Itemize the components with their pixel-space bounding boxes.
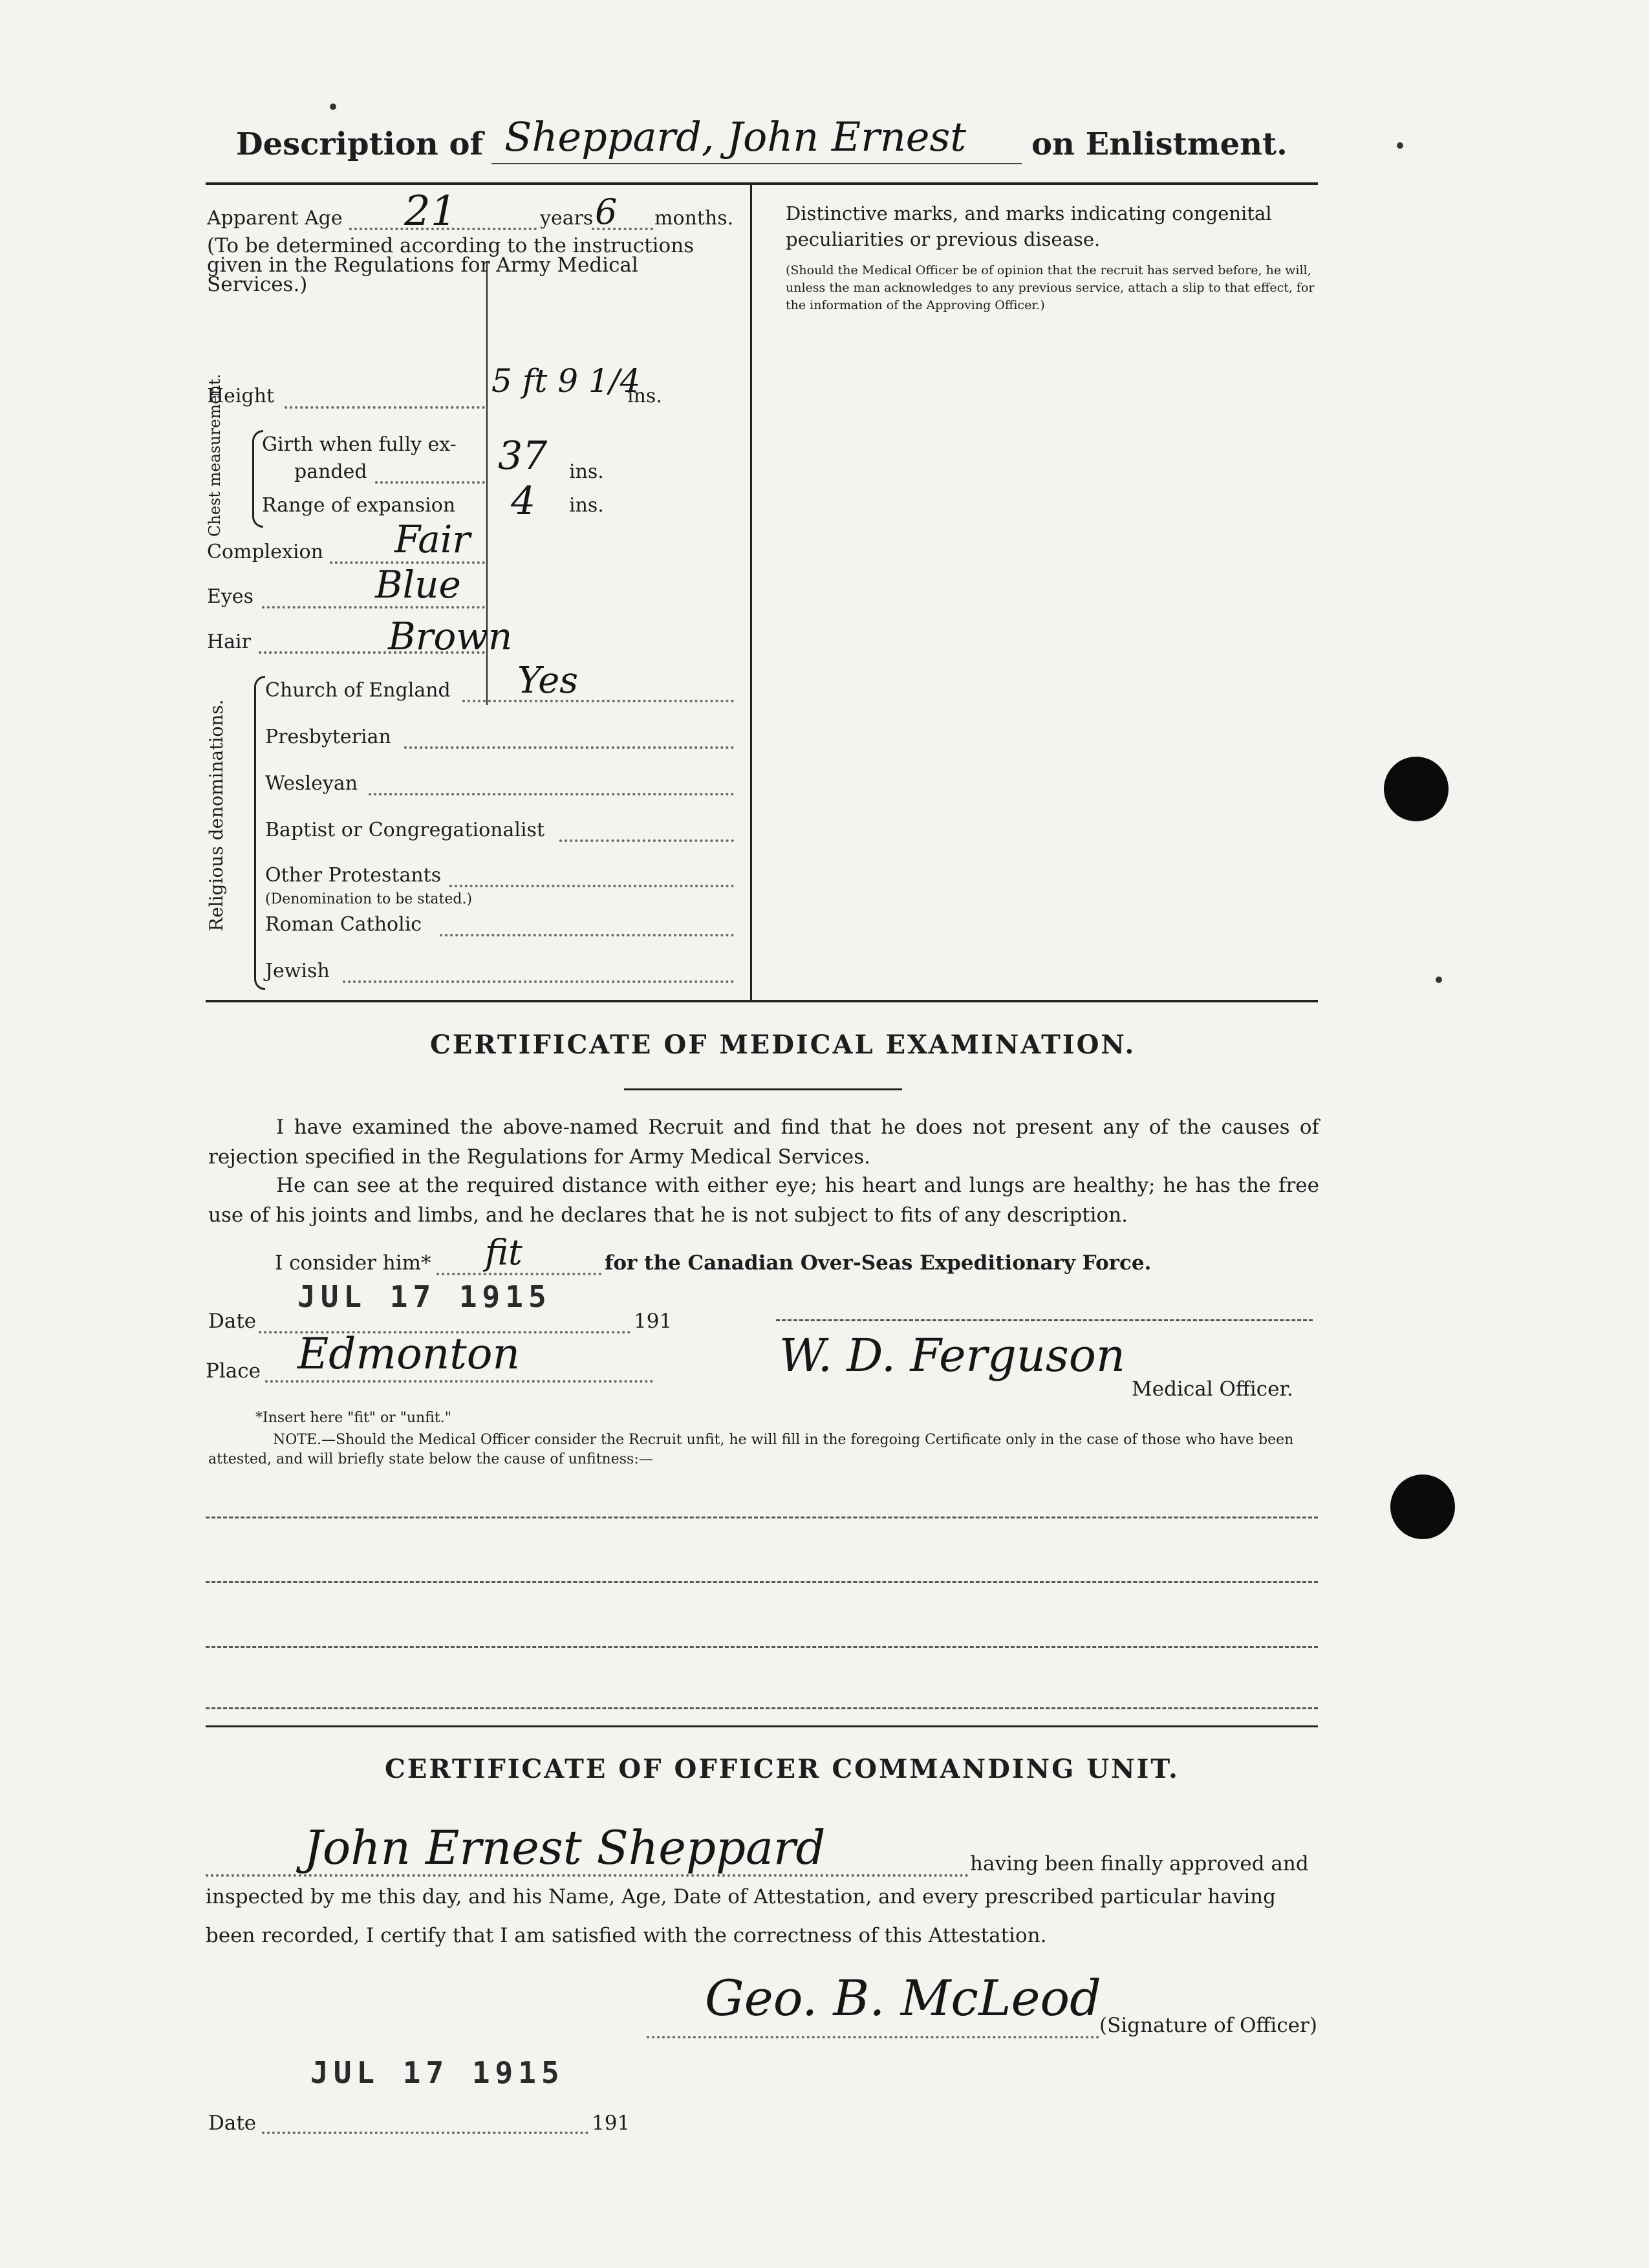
jewish-dots [343,980,734,983]
header-name-handwritten: Sheppard, John Ernest [504,113,967,160]
insert-note: *Insert here "fit" or "unfit." [255,1410,451,1426]
medical-signature: W. D. Ferguson [779,1329,1126,1382]
height-dots [285,406,485,409]
chest-girth-label-2: panded [294,460,367,483]
religion-brace [254,676,265,990]
religion-jewish: Jewish [265,960,330,982]
religion-group-label: Religious denominations. [206,699,227,931]
height-value: 5 ft 9 1/4 [491,362,641,400]
force-label: for the Canadian Over-Seas Expeditionary Force. [605,1251,1152,1275]
header-name-line [491,163,1022,164]
header-suffix: on Enlistment. [1031,126,1288,162]
commanding-signature-label: (Signature of Officer) [1099,2014,1317,2037]
consider-value: fit [485,1232,523,1273]
chest-group-label: Chest measurement. [206,373,224,537]
column-divider [750,184,752,1000]
medical-para1: I have examined the above-named Recruit and find that he does not present any of the causes of rejection specified in the Regulations for Army Medical Services. [208,1116,1319,1169]
religion-church-value: Yes [517,660,578,702]
commanding-signature: Geo. B. McLeod [705,1969,1101,2027]
eyes-value: Blue [375,563,461,607]
consider-label: I consider him* [275,1251,431,1275]
commanding-date-stamp: JUL 17 1915 [310,2055,565,2090]
medical-heading-underline [624,1088,902,1090]
religion-other-protestants: Other Protestants [265,864,442,887]
medical-signature-line [776,1319,1313,1321]
commanding-date-label: Date [208,2111,257,2135]
punch-hole-bottom [1390,1474,1455,1539]
chest-girth-value: 37 [498,433,548,479]
age-label: Apparent Age [207,207,343,230]
commanding-text-line3: been recorded, I certify that I am satisfied with the correctness of this Attestation. [206,1924,1047,1947]
medical-note: NOTE.—Should the Medical Officer consider the Recruit unfit, he will fill in the foregoing Certificate only in the case of those who have been attested, and will briefly state below the cause of unfitness:— [208,1432,1294,1467]
commanding-name-handwritten: John Ernest Sheppard [304,1820,826,1875]
punch-hole-top [1384,757,1449,821]
religion-baptist: Baptist or Congregationalist [265,819,544,841]
height-label: Height [207,385,275,407]
age-note: (To be determined according to the instructions given in the Regulations for Army Medical Services.) [207,234,695,296]
girth-dots [375,481,485,484]
commanding-name-dots [206,1874,969,1877]
commanding-heading: CERTIFICATE OF OFFICER COMMANDING UNIT. [385,1754,1180,1784]
eyes-label: Eyes [207,585,253,608]
church-dots [462,700,734,702]
other-dots [449,885,734,887]
header-prefix: Description of [236,126,484,162]
height-unit: ins. [627,385,662,407]
commanding-text-line1: having been finally approved and [970,1852,1309,1875]
hair-label: Hair [207,631,251,653]
chest-girth-unit: ins. [569,460,604,483]
age-years-value: 21 [404,188,457,235]
commanding-signature-dots [647,2036,1099,2038]
chest-range-label: Range of expansion [262,494,456,517]
scan-speck [330,103,336,110]
unfit-line-1 [206,1517,1318,1518]
age-years-label: years [540,207,594,230]
medical-date-label: Date [208,1310,257,1333]
medical-officer-label: Medical Officer. [1132,1377,1293,1401]
chest-range-value: 4 [511,479,536,524]
commanding-date-dots [262,2132,588,2134]
complexion-value: Fair [394,517,471,561]
unfit-line-4 [206,1707,1318,1709]
complexion-label: Complexion [207,541,323,563]
place-label: Place [206,1359,261,1383]
religion-other-note: (Denomination to be stated.) [265,891,473,907]
baptist-dots [559,839,734,842]
section-rule [206,1000,1318,1002]
age-months-label: months. [654,207,734,230]
medical-year-label: 191 [634,1310,673,1333]
chest-girth-label-1: Girth when fully ex- [262,433,457,456]
religion-wesleyan: Wesleyan [265,772,358,795]
age-months-value: 6 [595,191,618,232]
place-value: Edmonton [297,1329,521,1379]
marks-heading: Distinctive marks, and marks indicating congenital peculiarities or previous disease. [786,202,1272,250]
medical-para2: He can see at the required distance with either eye; his heart and lungs are healthy; he has the free use of his joints and limbs, and he declares that he is not subject to fits of any description. [208,1174,1319,1227]
hair-value: Brown [388,614,513,658]
place-dots [265,1380,653,1383]
medical-heading: CERTIFICATE OF MEDICAL EXAMINATION. [430,1030,1136,1060]
consider-dots [436,1273,601,1275]
religion-presbyterian: Presbyterian [265,726,391,748]
unfit-line-2 [206,1581,1318,1583]
scan-speck [1436,977,1442,983]
scan-speck [1397,142,1403,149]
marks-note: (Should the Medical Officer be of opinion that the recruit has served before, he will, unless the man acknowledges to any previous service, attach a slip to that effect, for the information of the Approving Officer.) [786,263,1315,312]
medical-date-stamp: JUL 17 1915 [297,1279,552,1314]
presbyterian-dots [404,746,734,749]
chest-range-unit: ins. [569,494,604,517]
religion-church-of-england: Church of England [265,679,451,702]
religion-roman-catholic: Roman Catholic [265,913,422,936]
commanding-year-label: 191 [592,2111,630,2135]
commanding-text-line2: inspected by me this day, and his Name, Age, Date of Attestation, and every prescribed particular having [206,1885,1276,1908]
top-rule [206,182,1318,185]
unfit-line-3 [206,1646,1318,1648]
wesleyan-dots [369,793,734,795]
catholic-dots [440,934,734,936]
section-rule-2 [206,1725,1318,1727]
